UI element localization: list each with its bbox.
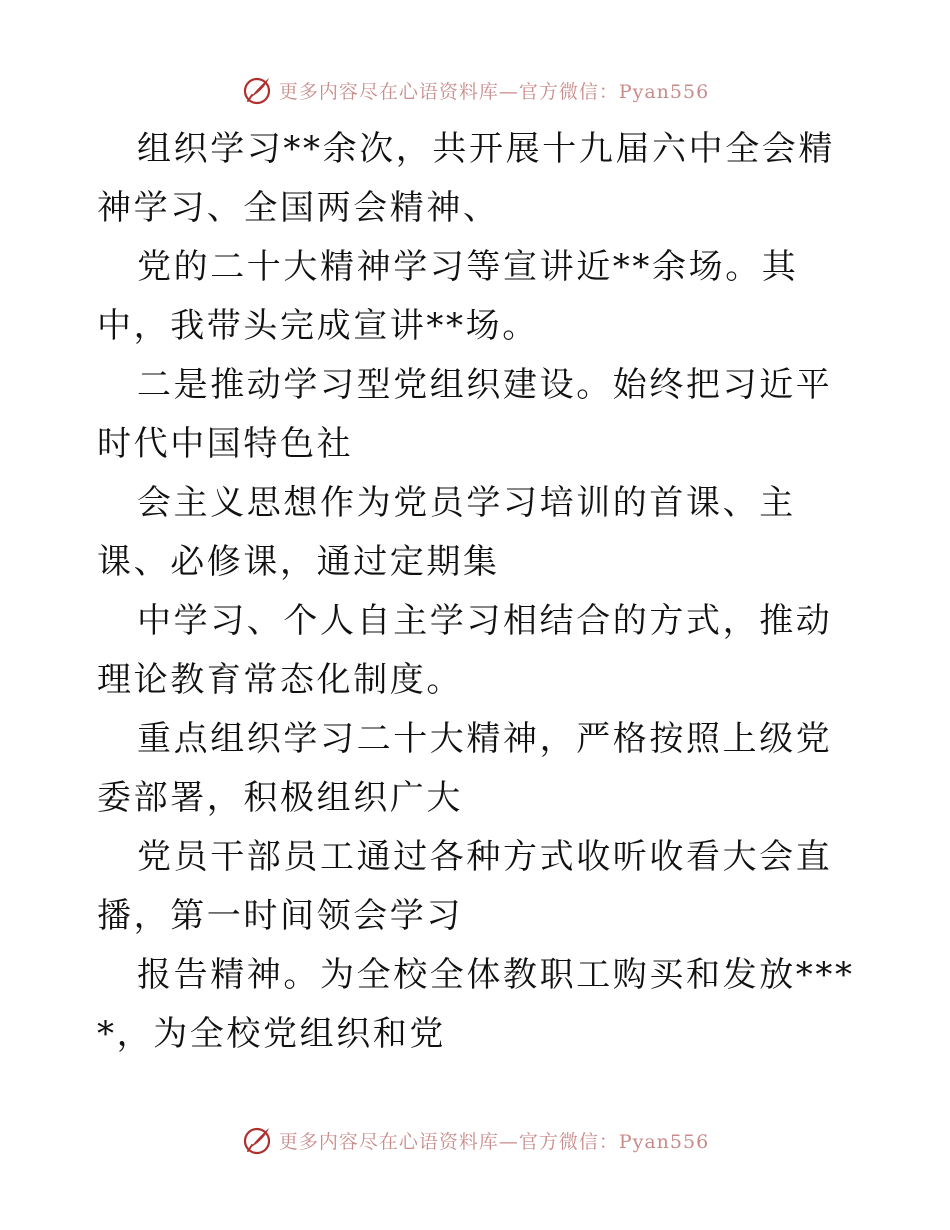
paragraph: 会主义思想作为党员学习培训的首课、主课、必修课，通过定期集: [97, 483, 796, 582]
watermark-text: 更多内容尽在心语资料库—官方微信：Pyan556: [278, 80, 710, 103]
paragraph: 报告精神。为全校全体教职工购买和发放****，为全校党组织和党: [97, 955, 855, 1054]
document-body: [97, 120, 857, 1064]
footer-watermark: [0, 1120, 950, 1160]
quill-seal-icon: [241, 74, 273, 106]
header-watermark: [0, 70, 950, 110]
paragraph: 党员干部员工通过各种方式收听收看大会直播，第一时间领会学习: [97, 837, 833, 936]
quill-seal-icon: [241, 1124, 273, 1156]
watermark-text: 更多内容尽在心语资料库—官方微信：Pyan556: [278, 1130, 710, 1153]
paragraph: 中学习、个人自主学习相结合的方式，推动理论教育常态化制度。: [97, 601, 833, 700]
paragraph: 二是推动学习型党组织建设。始终把习近平时代中国特色社: [97, 365, 833, 464]
paragraph: 重点组织学习二十大精神，严格按照上级党委部署，积极组织广大: [97, 719, 833, 818]
paragraph: 组织学习**余次，共开展十九届六中全会精神学习、全国两会精神、: [97, 129, 835, 228]
paragraph: 党的二十大精神学习等宣讲近**余场。其中，我带头完成宣讲**场。: [97, 247, 799, 346]
